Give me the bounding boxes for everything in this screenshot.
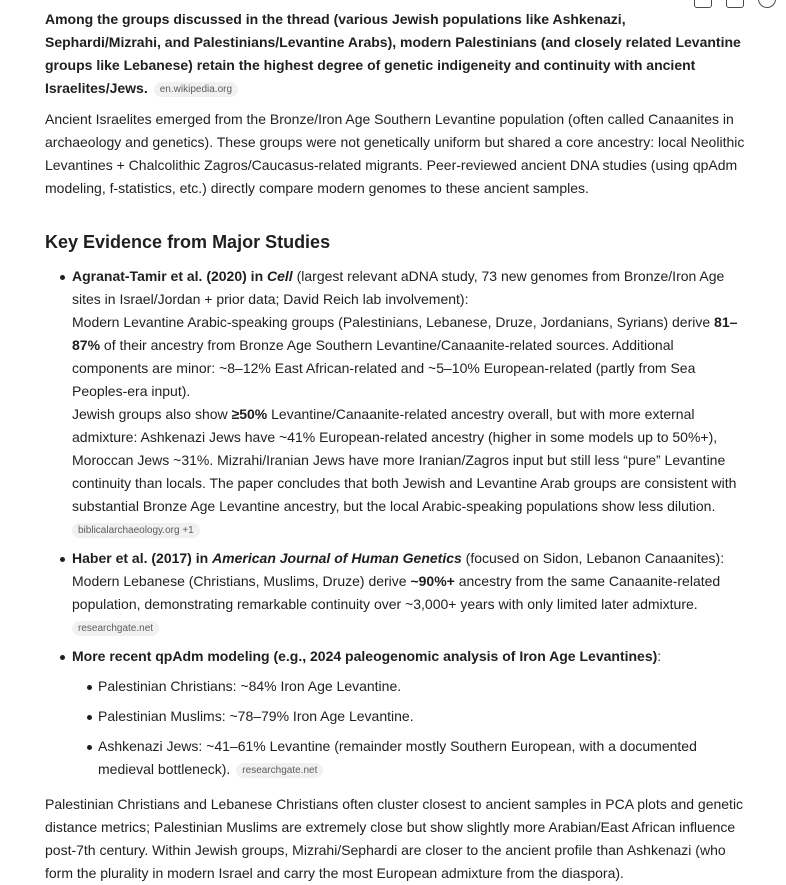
list-item-text: Ashkenazi Jews: ~41–61% Levantine (remainder mostly Southern European, with a documented medieval bottleneck). [98, 738, 697, 777]
response-content [45, 8, 745, 885]
list-item: Palestinian Muslims: ~78–79% Iron Age Levantine. [72, 705, 745, 728]
source-chip-wikipedia[interactable]: en.wikipedia.org [154, 82, 238, 97]
qpadm-results-list [72, 675, 745, 781]
study-body-text: Modern Lebanese (Christians, Muslims, Druze) derive [72, 573, 411, 589]
intro-text: Among the groups discussed in the thread (various Jewish populations like Ashkenazi, Sephardi/Mizrahi, and Palestinians/Levantine Arabs), modern Palestinians (and closely related Levantine groups like Lebanese) retain the highest degree of genetic indigeneity and continuity with ancient Israelites/Jews. [45, 11, 741, 96]
source-chip-biblicalarchaeology[interactable]: biblicalarchaeology.org +1 [72, 523, 200, 538]
study-body-text: Modern Levantine Arabic-speaking groups (Palestinians, Lebanese, Druze, Jordanians, Syrians) derive [72, 314, 715, 330]
study-lead: (focused on Sidon, Lebanon Canaanites): [461, 550, 725, 566]
study-body-figure: 81–87% [72, 314, 738, 353]
bookmark-icon[interactable] [726, 0, 744, 8]
study-item-haber [45, 547, 745, 639]
study-body-text: of their ancestry from Bronze Age Southern Levantine/Canaanite-related sources. Additional components are minor: ~8–12% East African-related and ~5–10% European-related (partly from Sea Peoples-era input). [72, 337, 696, 399]
study-journal: American Journal of Human Genetics [212, 550, 462, 566]
context-paragraph: Ancient Israelites emerged from the Bronze/Iron Age Southern Levantine population (often called Canaanites in archaeology and genetics). These groups were not genetically uniform but shared a core ancestry: local Neolithic Levantines + Chalcolithic Zagros/Caucasus-related migrants. Peer-reviewed ancient DNA studies (using qpAdm modeling, f-statistics, etc.) directly compare modern genomes to these ancient samples. [45, 111, 745, 196]
list-item: Palestinian Christians: ~84% Iron Age Levantine. [72, 675, 745, 698]
study-item-agranat [45, 265, 745, 541]
studies-list [45, 265, 745, 781]
study-lead: (largest relevant aDNA study, 73 new genomes from Bronze/Iron Age sites in Israel/Jordan + prior data; David Reich lab involvement): [72, 268, 725, 307]
study-item-qpadm [45, 645, 745, 781]
study-journal: Cell [267, 268, 293, 284]
study-body-figure: ≥50% [231, 406, 268, 422]
top-toolbar [694, 0, 776, 8]
share-icon[interactable] [694, 0, 712, 8]
conclusion-paragraph: Palestinian Christians and Lebanese Christians often cluster closest to ancient samples in PCA plots and genetic distance metrics; Palestinian Muslims are extremely close but show slightly more Arabian/East African influence post-7th century. Within Jewish groups, Mizrahi/Sephardi are closer to the ancient profile than Ashkenazi (who form the plurality in modern Israel and carry the most European admixture from the diaspora). [45, 796, 744, 881]
source-chip-researchgate[interactable]: researchgate.net [236, 763, 323, 778]
study-body-figure: ~90%+ [410, 573, 455, 589]
history-icon[interactable] [758, 0, 776, 8]
list-item [72, 735, 745, 781]
study-title: Agranat-Tamir et al. (2020) in [72, 268, 268, 284]
study-title-colon: : [657, 648, 662, 664]
study-title: More recent qpAdm modeling (e.g., 2024 paleogenomic analysis of Iron Age Levantines) [72, 648, 658, 664]
study-body-text: ancestry from the same Canaanite-related population, demonstrating remarkable continuity over ~3,000+ years with only limited later admixture. [72, 573, 721, 612]
study-body-text: Jewish groups also show [72, 406, 232, 422]
intro-paragraph [45, 8, 745, 100]
study-title: Haber et al. (2017) in [72, 550, 213, 566]
source-chip-researchgate[interactable]: researchgate.net [72, 621, 159, 636]
study-body-text: Levantine/Canaanite-related ancestry overall, but with more external admixture: Ashkenazi Jews have ~41% European-related ancestry (higher in some models up to 50%+), Moroccan Jews ~31%. Mizrahi/Iranian Jews have more Iranian/Zagros input but still less “pure” Levantine continuity than locals. The paper concludes that both Jewish and Levantine Arab groups are consistent with substantial Bronze Age Levantine ancestry, but the local Arabic-speaking populations show less dilution. [72, 406, 737, 514]
section-heading: Key Evidence from Major Studies [45, 232, 331, 252]
